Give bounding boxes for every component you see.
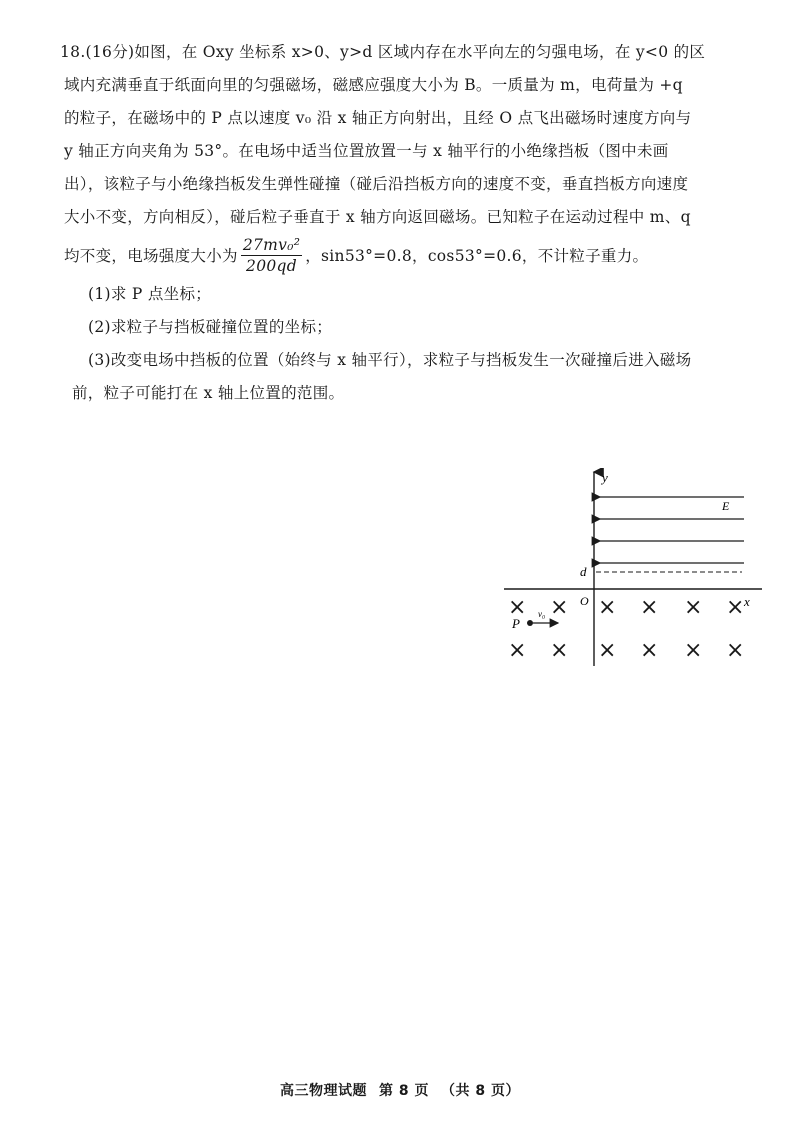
problem-text-line-6: 大小不变，方向相反），碰后粒子垂直于 x 轴方向返回磁场。已知粒子在运动过程中 m、q xyxy=(64,208,691,226)
problem-text-line-7 xyxy=(64,234,764,278)
question-3-line-2: 前，粒子可能打在 x 轴上位置的范围。 xyxy=(72,384,345,402)
particle-p-dot xyxy=(527,620,533,626)
cross-mark: × xyxy=(684,638,703,663)
footer-total-pages: （共 8 页） xyxy=(441,1083,520,1099)
cross-mark: × xyxy=(550,595,569,620)
field-diagram xyxy=(500,468,772,672)
question-3-line-1: (3)改变电场中挡板的位置（始终与 x 轴平行），求粒子与挡板发生一次碰撞后进入磁场 xyxy=(88,351,692,369)
footer-subject: 高三物理试题 xyxy=(280,1083,367,1099)
footer-page-number: 第 8 页 xyxy=(379,1083,429,1099)
electric-field-fraction xyxy=(241,236,302,275)
cross-mark: × xyxy=(640,638,659,663)
boundary-d-label: d xyxy=(580,564,587,579)
problem-text-line-3: 的粒子，在磁场中的 P 点以速度 v₀ 沿 x 轴正方向射出，且经 O 点飞出磁场时速度方向与 xyxy=(64,109,692,127)
origin-label: O xyxy=(580,594,589,608)
fraction-numerator: 27mv₀² xyxy=(242,235,301,254)
problem-text-line-2: 域内充满垂直于纸面向里的匀强磁场，磁感应强度大小为 B。一质量为 m，电荷量为 +q xyxy=(64,76,683,94)
fraction-denominator: 200qd xyxy=(246,256,297,275)
cross-mark: × xyxy=(550,638,569,663)
line-7-suffix: ，sin53°=0.8，cos53°=0.6，不计粒子重力。 xyxy=(305,247,649,265)
velocity-label: v₀ xyxy=(538,609,546,619)
cross-mark: × xyxy=(598,638,617,663)
magnetic-field-crosses xyxy=(508,595,744,663)
cross-mark: × xyxy=(508,595,527,620)
cross-mark: × xyxy=(640,595,659,620)
question-1: (1)求 P 点坐标； xyxy=(88,285,212,303)
cross-mark: × xyxy=(726,595,745,620)
line-7-prefix: 均不变，电场强度大小为 xyxy=(64,247,238,265)
cross-mark: × xyxy=(684,595,703,620)
y-axis-label: y xyxy=(602,470,608,485)
cross-mark: × xyxy=(508,638,527,663)
page-footer xyxy=(0,1080,800,1100)
x-axis-label: x xyxy=(744,594,750,609)
problem-text-line-4: y 轴正方向夹角为 53°。在电场中适当位置放置一与 x 轴平行的小绝缘挡板（图中未画 xyxy=(64,142,669,160)
particle-p-label: P xyxy=(512,616,520,631)
question-2: (2)求粒子与挡板碰撞位置的坐标； xyxy=(88,318,333,336)
problem-text-line-1: 18.(16分)如图，在 Oxy 坐标系 x>0、y>d 区域内存在水平向左的匀强电场，在 y<0 的区 xyxy=(60,43,706,61)
cross-mark: × xyxy=(598,595,617,620)
electric-field-label: E xyxy=(722,499,730,513)
problem-18 xyxy=(60,36,764,410)
cross-mark: × xyxy=(726,638,745,663)
problem-text-line-5: 出），该粒子与小绝缘挡板发生弹性碰撞（碰后沿挡板方向的速度不变，垂直挡板方向速度 xyxy=(64,175,689,193)
